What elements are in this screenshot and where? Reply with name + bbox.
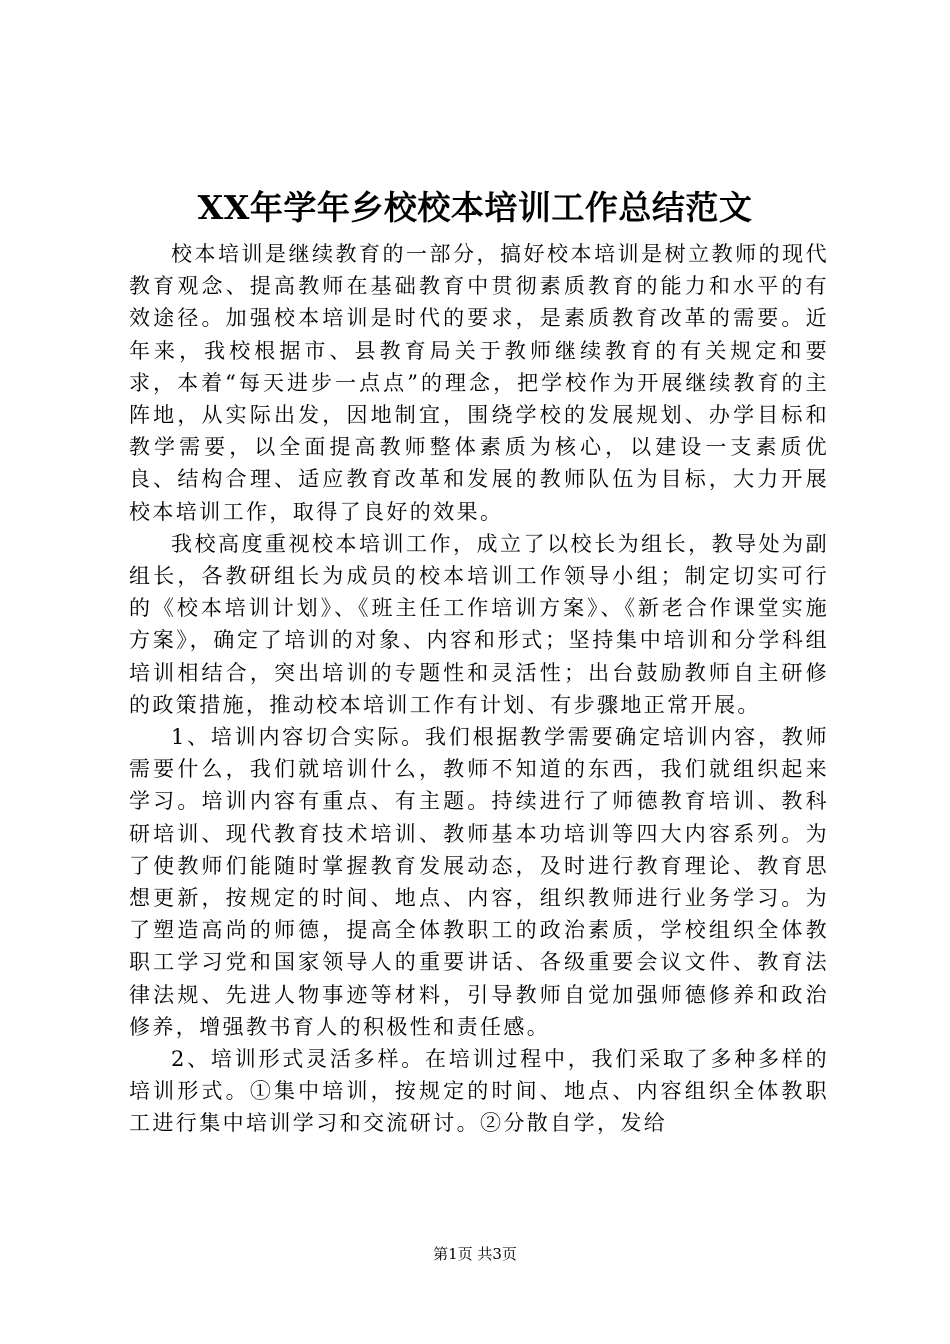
document-title: XX年学年乡校校本培训工作总结范文 — [197, 188, 753, 227]
document-body — [129, 238, 829, 1140]
paragraph-organization: 我校高度重视校本培训工作，成立了以校长为组长，教导处为副组长，各教研组长为成员的校本培训工作领导小组；制定切实可行的《校本培训计划》、《班主任工作培训方案》、《新老合作课堂实施方案》，确定了培训的对象、内容和形式；坚持集中培训和分学科组培训相结合，突出培训的专题性和灵活性；出台鼓励教师自主研修的政策措施，推动校本培训工作有计划、有步骤地正常开展。 — [129, 531, 829, 717]
paragraph-item-1: 1、培训内容切合实际。我们根据教学需要确定培训内容，教师需要什么，我们就培训什么，教师不知道的东西，我们就组织起来学习。培训内容有重点、有主题。持续进行了师德教育培训、教科研培训、现代教育技术培训、教师基本功培训等四大内容系列。为了使教师们能随时掌握教育发展动态，及时进行教育理论、教育思想更新，按规定的时间、地点、内容，组织教师进行业务学习。为了塑造高尚的师德，提高全体教职工的政治素质，学校组织全体教职工学习党和国家领导人的重要讲话、各级重要会议文件、教育法律法规、先进人物事迹等材料，引导教师自觉加强师德修养和政治修养，增强教书育人的积极性和责任感。 — [129, 725, 829, 1039]
paragraph-intro: 校本培训是继续教育的一部分，搞好校本培训是树立教师的现代教育观念、提高教师在基础教育中贯彻素质教育的能力和水平的有效途径。加强校本培训是时代的要求，是素质教育改革的需要。近年来，我校根据市、县教育局关于教师继续教育的有关规定和要求，本着“每天进步一点点”的理念，把学校作为开展继续教育的主阵地，从实际出发，因地制宜，围绕学校的发展规划、办学目标和教学需要，以全面提高教师整体素质为核心，以建设一支素质优良、结构合理、适应教育改革和发展的教师队伍为目标，大力开展校本培训工作，取得了良好的效果。 — [129, 242, 829, 524]
page-footer: 第1页 共3页 — [433, 1245, 517, 1263]
paragraph-item-2: 2、培训形式灵活多样。在培训过程中，我们采取了多种多样的培训形式。①集中培训，按规定的时间、地点、内容组织全体教职工进行集中培训学习和交流研讨。②分散自学，发给 — [129, 1047, 829, 1136]
